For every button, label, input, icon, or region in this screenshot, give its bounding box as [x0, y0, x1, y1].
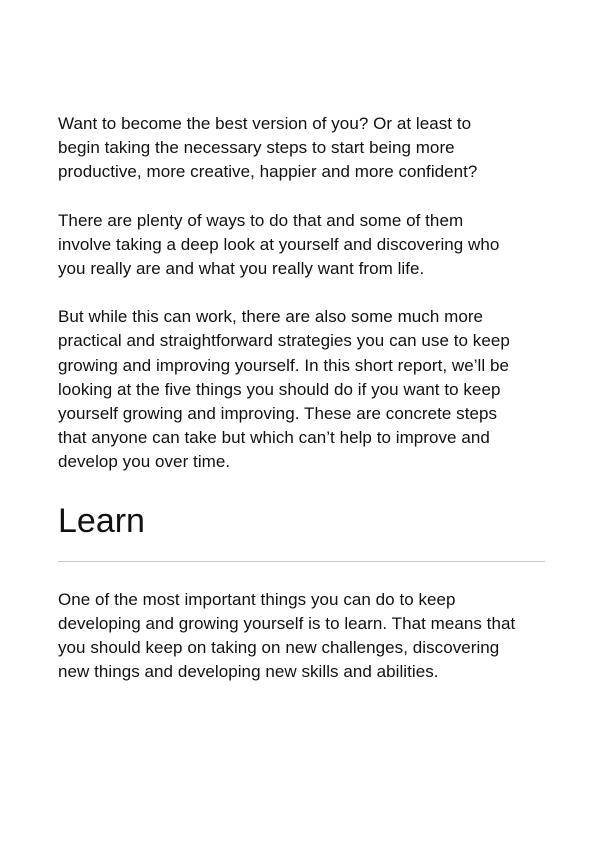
section-heading: Learn	[58, 501, 145, 540]
text-line: practical and straightforward strategies you can use to keep	[58, 331, 510, 351]
text-line: you really are and what you really want from life.	[58, 259, 425, 279]
text-line: develop you over time.	[58, 452, 231, 472]
text-line: One of the most important things you can do to keep	[58, 589, 456, 609]
intro-paragraph-3	[58, 305, 548, 474]
intro-paragraph-1	[58, 112, 548, 185]
text-line: begin taking the necessary steps to start being more	[58, 138, 455, 158]
text-line: There are plenty of ways to do that and some of them	[58, 210, 464, 230]
section-paragraph	[58, 588, 548, 685]
text-line: Want to become the best version of you? Or at least to	[58, 114, 472, 133]
document-page	[58, 112, 548, 684]
heading-divider	[58, 561, 545, 562]
text-line: growing and improving yourself. In this short report, we’ll be	[58, 355, 509, 375]
text-line: yourself growing and improving. These are concrete steps	[58, 404, 498, 424]
text-line: developing and growing yourself is to learn. That means that	[58, 613, 516, 633]
text-line: that anyone can take but which can’t help to improve and	[58, 428, 490, 448]
text-line: new things and developing new skills and abilities.	[58, 662, 439, 682]
text-line: you should keep on taking on new challenges, discovering	[58, 638, 500, 658]
text-line: looking at the five things you should do if you want to keep	[58, 379, 501, 399]
text-line: But while this can work, there are also some much more	[58, 307, 484, 327]
text-line: involve taking a deep look at yourself and discovering who	[58, 234, 500, 254]
intro-paragraph-2	[58, 209, 548, 282]
text-line: productive, more creative, happier and more confident?	[58, 162, 478, 182]
